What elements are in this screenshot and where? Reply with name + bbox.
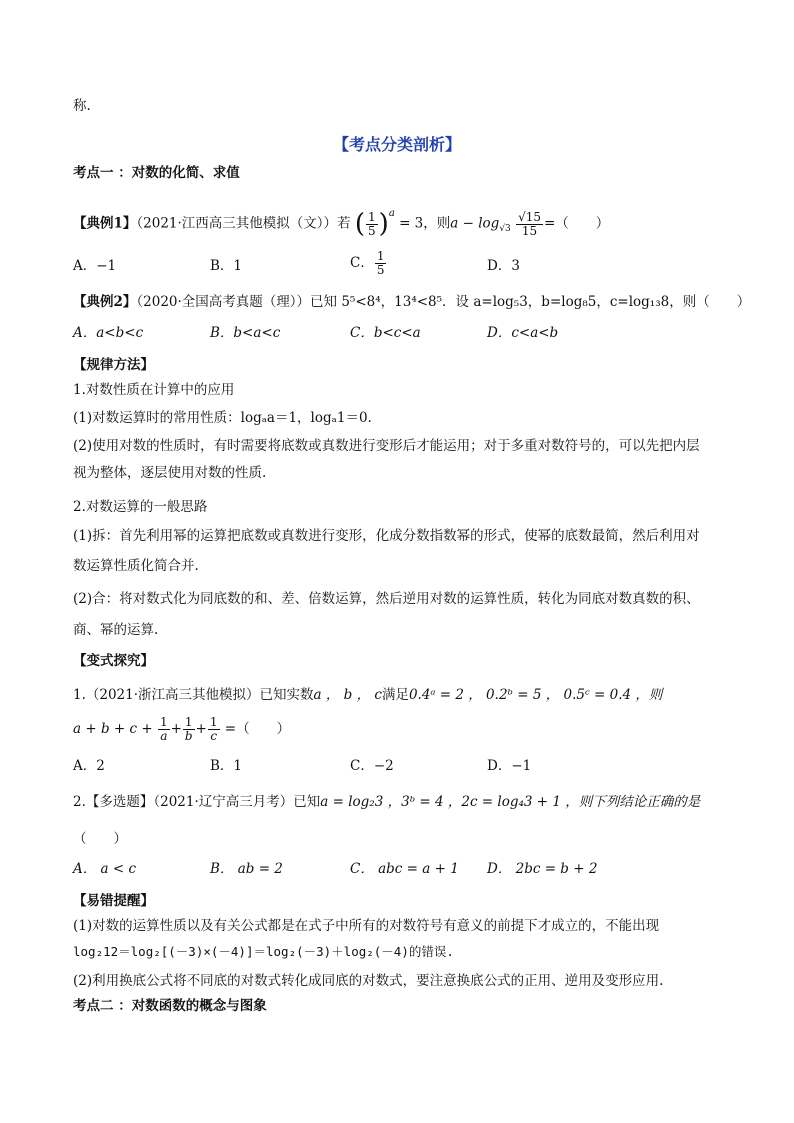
example2-option-c: C．b<c<a	[350, 325, 421, 341]
variant-q1-option-c: C．−2	[350, 758, 394, 774]
variant-q1-option-a: A．2	[73, 758, 105, 774]
pitfall-line-1: (1)对数的运算性质以及有关公式都是在式子中所有的对数符号有意义的前提下才成立的，不能出现	[73, 918, 660, 934]
method-line-3: (2)使用对数的性质时，有时需要将底数或真数进行变形后才能运用；对于多重对数符号的，可以先把内层	[73, 438, 700, 454]
variant-q2-option-d: D． 2bc = b + 2	[487, 861, 598, 877]
method-line-1: 1.对数性质在计算中的应用	[73, 382, 235, 398]
variant-q2-option-a: A． a < c	[73, 861, 137, 877]
method-title: 【规律方法】	[73, 357, 154, 373]
variant-q1-option-d: D．−1	[487, 758, 532, 774]
example2-option-d: D．c<a<b	[487, 325, 559, 341]
section-title: 【考点分类剖析】	[332, 135, 461, 154]
example1-option-c: C． $\frac{1}{5}$	[350, 249, 385, 277]
example2-stem: 【典例2】（2020·全国高考真题（理））已知 5⁵<8⁴，13⁴<8⁵．设 a=log₅3，b=log₈5，c=log₁₃8，则（ ）	[73, 294, 751, 310]
pitfall-line-2: log₂12＝log₂[(－3)×(－4)]＝log₂(－3)＋log₂(－4)的错误.	[73, 944, 454, 959]
method-line-8: (2)合：将对数式化为同底数的和、差、倍数运算，然后逆用对数的运算性质，转化为同底对数真数的积、	[73, 591, 700, 607]
variant-q2-option-b: B． ab = 2	[210, 861, 283, 877]
point1-title: 考点一 ：对数的化简、求值	[73, 165, 240, 181]
variant-title: 【变式探究】	[73, 653, 154, 669]
variant-q2-paren: （ ）	[73, 831, 127, 847]
method-line-9: 商、幂的运算.	[73, 622, 159, 638]
variant-q1-expr: a + b + c + $\frac{1}{a}$ + $\frac{1}{b}$ + $\frac{1}{c}$ =（ ）	[73, 715, 291, 743]
example2-option-a: A．a<b<c	[73, 325, 144, 341]
point2-title: 考点二 ：对数函数的概念与图象	[73, 998, 267, 1014]
method-line-2: (1)对数运算时的常用性质：logₐa＝1，logₐ1＝0.	[73, 410, 372, 426]
method-line-4: 视为整体，逐层使用对数的性质.	[73, 465, 267, 481]
method-line-6: (1)拆：首先利用幂的运算把底数或真数进行变形，化成分数指数幂的形式，使幂的底数最简，然后利用对	[73, 528, 700, 544]
example1-stem: 【典例1】（2021·江西高三其他模拟（文））若 ( $\frac{1}{5}$ )$^a$ = 3，则$a - \log_{√3}$ $\frac{√15}{15}$ =（ ）	[73, 208, 610, 239]
method-line-5: 2.对数运算的一般思路	[73, 499, 208, 515]
example2-option-b: B．b<a<c	[210, 325, 281, 341]
pitfall-title: 【易错提醒】	[73, 893, 154, 909]
example1-option-a: A．−1	[73, 258, 117, 274]
top-fragment: 称.	[73, 98, 91, 114]
example1-option-d: D．3	[487, 258, 520, 274]
example1-label: 【典例1】	[73, 215, 137, 232]
variant-q2-option-c: C． abc = a + 1	[350, 861, 459, 877]
example1-source: （2021·江西高三其他模拟（文））	[136, 215, 338, 232]
pitfall-line-3: (2)利用换底公式将不同底的对数式转化成同底的对数式，要注意换底公式的正用、逆用及变形应用.	[73, 973, 664, 989]
example1-option-b: B．1	[210, 258, 243, 274]
variant-q1-option-b: B．1	[210, 758, 243, 774]
variant-q2-stem: 2.【多选题】（2021·辽宁高三月考）已知a = log₂3 ，3ᵇ = 4 ，2c = log₄3 + 1 ，则下列结论正确的是	[73, 794, 701, 810]
method-line-7: 数运算性质化简合并.	[73, 558, 199, 574]
variant-q1-stem: 1.（2021·浙江高三其他模拟）已知实数a ， b ， c满足0.4ᵃ = 2 ， 0.2ᵇ = 5 ， 0.5ᶜ = 0.4 ，则	[73, 687, 663, 703]
